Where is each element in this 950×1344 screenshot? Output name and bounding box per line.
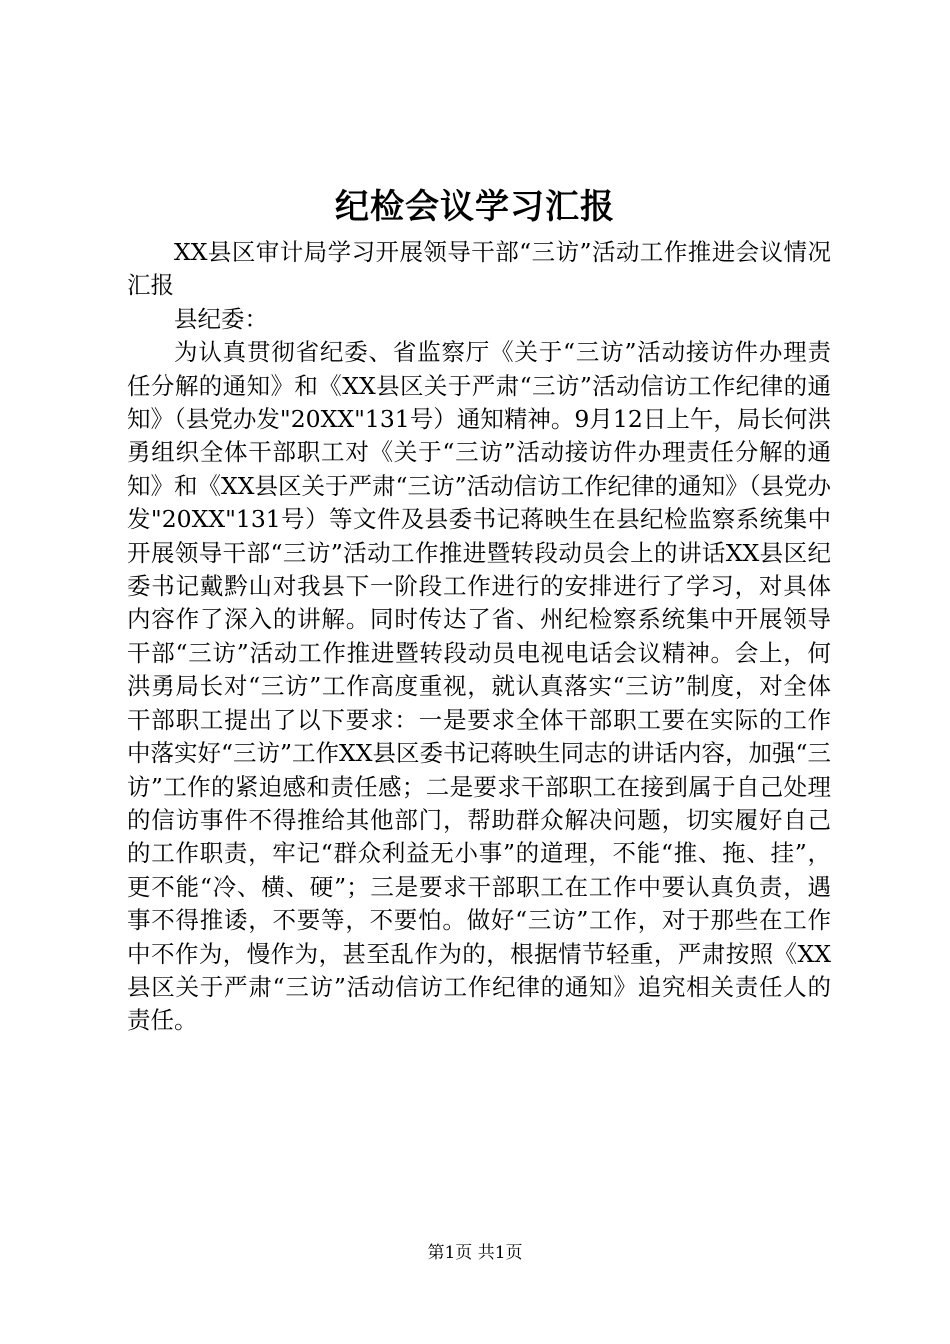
subtitle-paragraph: XX县区审计局学习开展领导干部“三访”活动工作推进会议情况汇报 bbox=[127, 238, 831, 300]
salutation-paragraph: 县纪委： bbox=[174, 304, 268, 333]
page-footer: 第1页 共1页 bbox=[427, 1243, 523, 1263]
document-body bbox=[127, 236, 831, 1038]
document-title: 纪检会议学习汇报 bbox=[335, 187, 615, 227]
body-paragraph: 为认真贯彻省纪委、省监察厅《关于“三访”活动接访件办理责任分解的通知》和《XX县区关于严肃“三访”活动信访工作纪律的通知》（县党办发"20XX"131号）通知精神。9月12日上午，局长何洪勇组织全体干部职工对《关于“三访”活动接访件办理责任分解的通知》和《XX县区关于严肃“三访”活动信访工作纪律的通知》（县党办发"20XX"131号）等文件及县委书记蒋映生在县纪检监察系统集中开展领导干部“三访”活动工作推进暨转段动员会上的讲话XX县区纪委书记戴黔山对我县下一阶段工作进行的安排进行了学习，对具体内容作了深入的讲解。同时传达了省、州纪检察系统集中开展领导干部“三访”活动工作推进暨转段动员电视电话会议精神。会上，何洪勇局长对“三访”工作高度重视，就认真落实“三访”制度，对全体干部职工提出了以下要求：一是要求全体干部职工要在实际的工作中落实好“三访”工作XX县区委书记蒋映生同志的讲话内容，加强“三访”工作的紧迫感和责任感；二是要求干部职工在接到属于自己处理的信访事件不得推给其他部门，帮助群众解决问题，切实履好自己的工作职责，牢记“群众利益无小事”的道理，不能“推、拖、挂”，更不能“冷、横、硬”；三是要求干部职工在工作中要认真负责，遇事不得推诿，不要等，不要怕。做好“三访”工作，对于那些在工作中不作为，慢作为，甚至乱作为的，根据情节轻重，严肃按照《XX县区关于严肃“三访”活动信访工作纪律的通知》追究相关责任人的责任。 bbox=[127, 338, 832, 1035]
